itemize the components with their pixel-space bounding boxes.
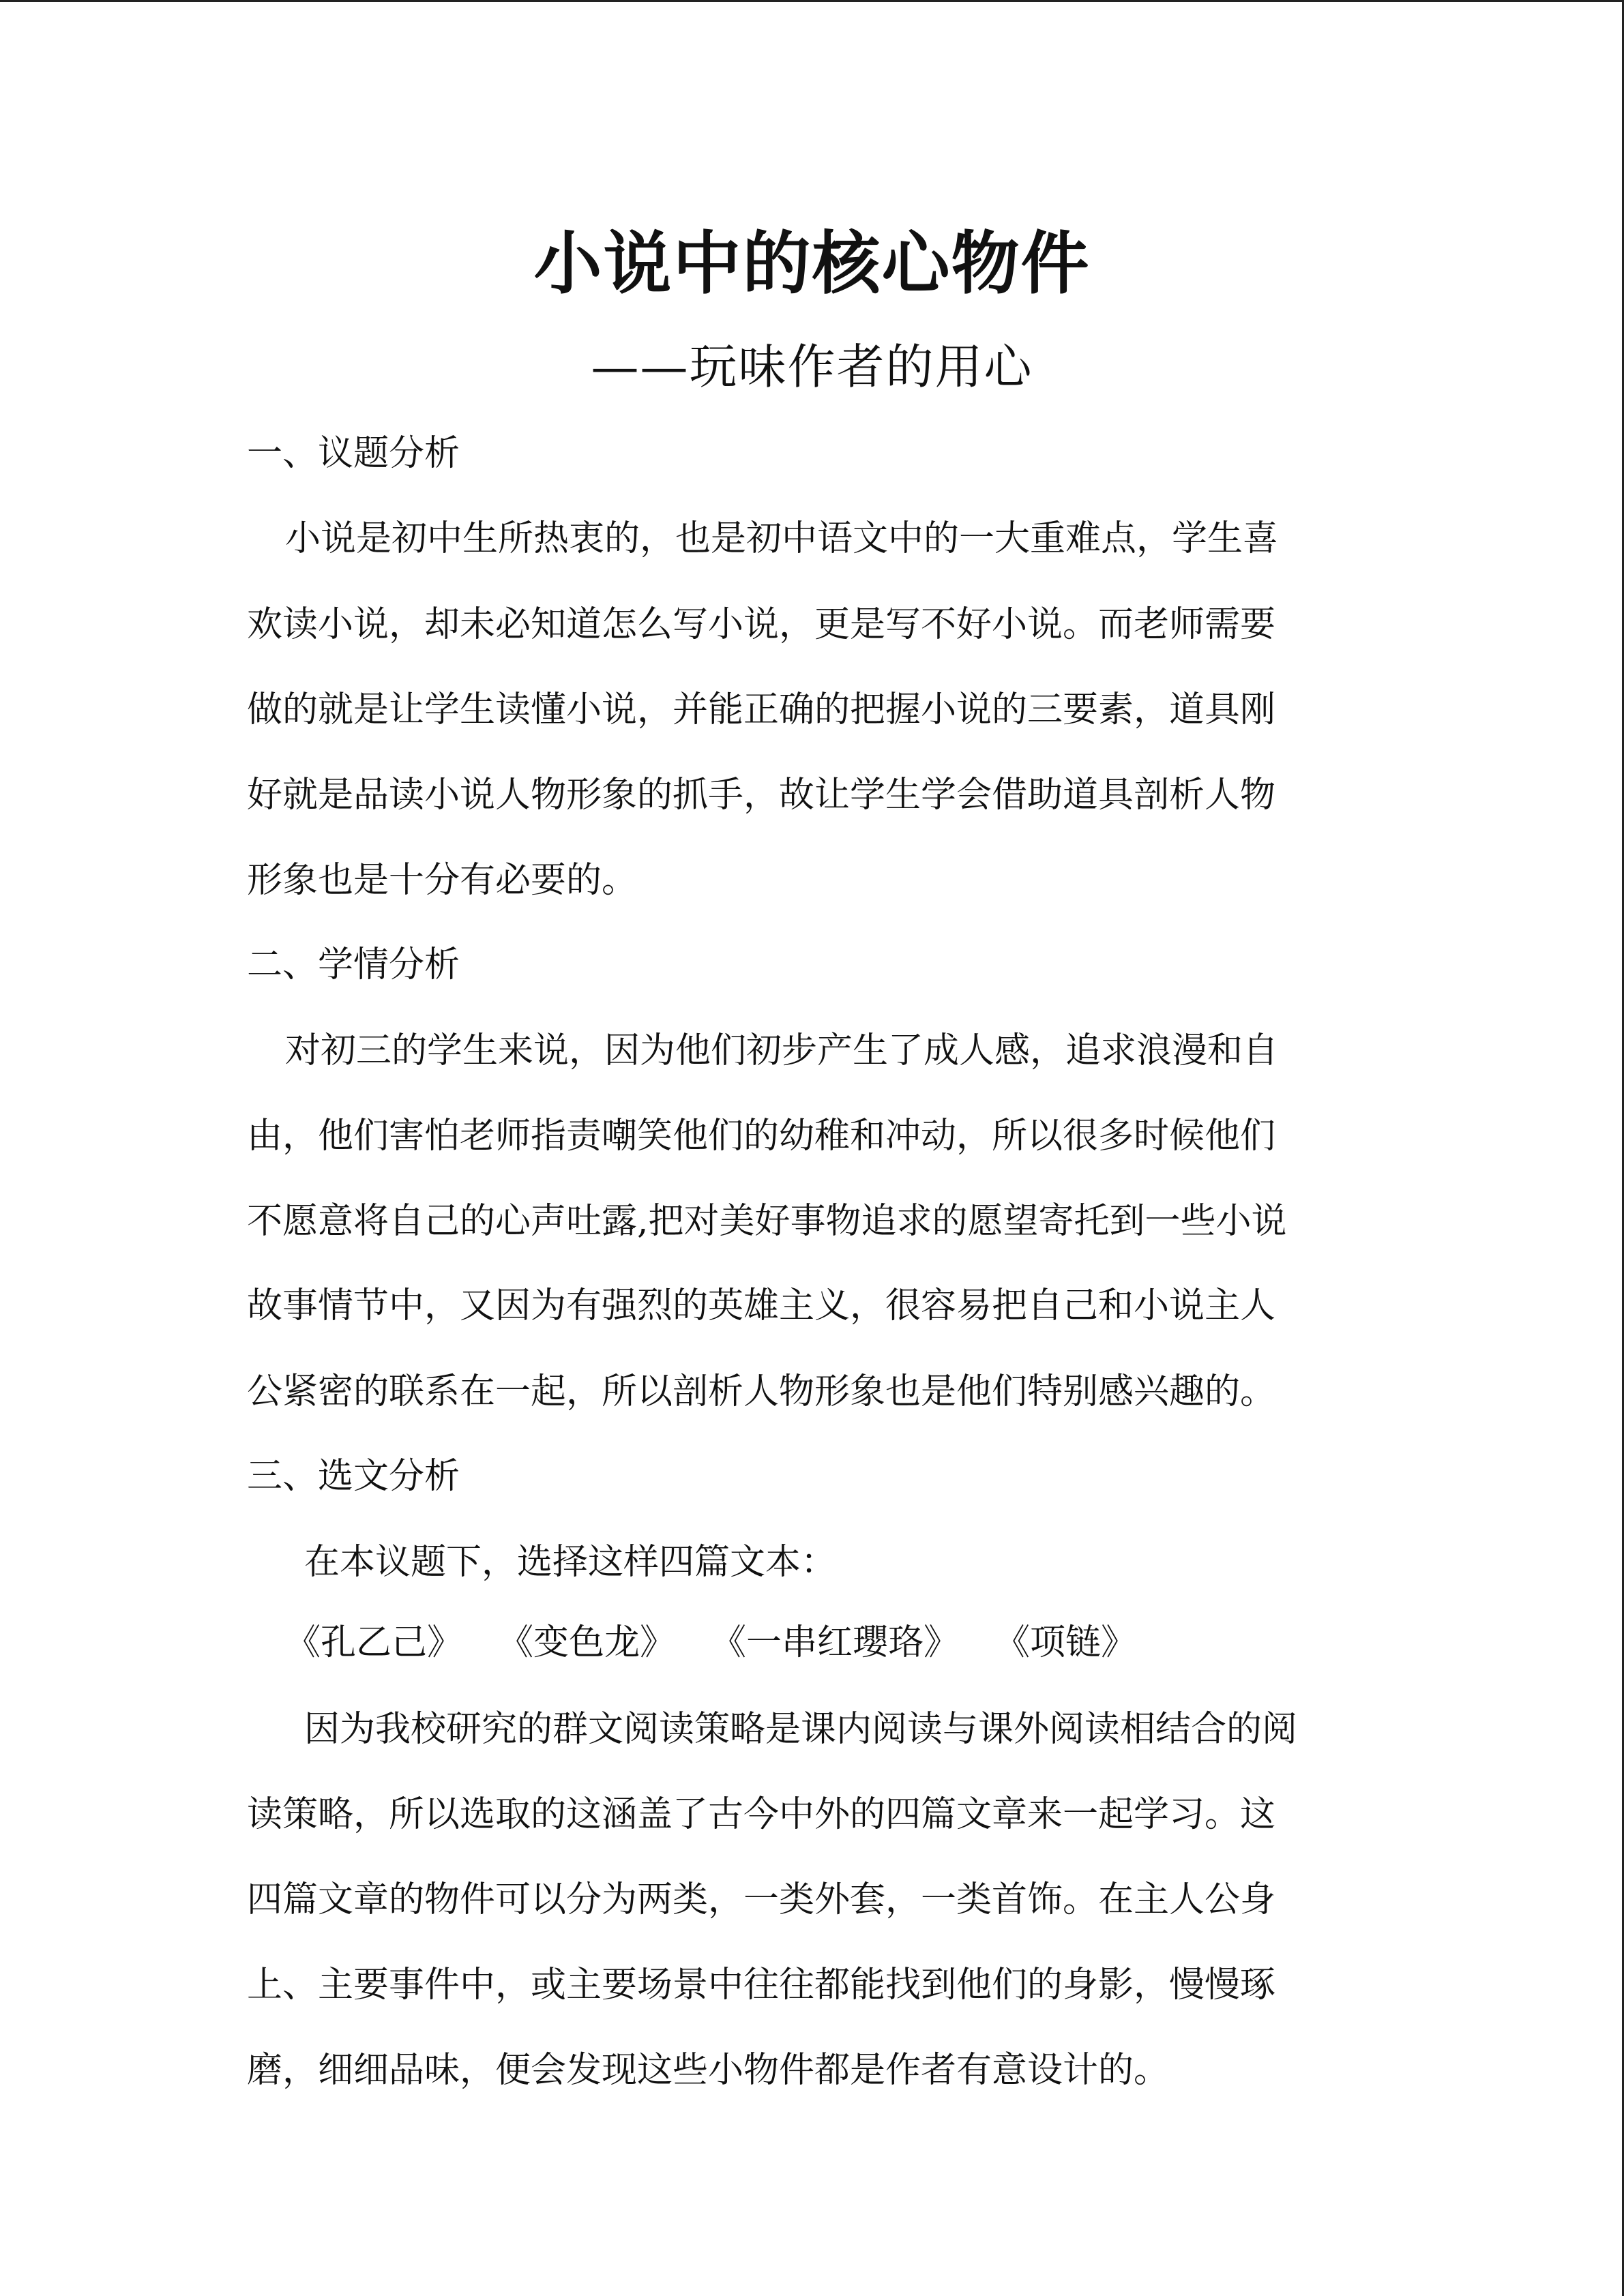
section-heading-text-analysis: 三、选文分析	[247, 1456, 460, 1497]
paragraph-line: 不愿意将自己的心声吐露,把对美好事物追求的愿望寄托到一些小说	[247, 1201, 1287, 1242]
paragraph-line: 欢读小说，却未必知道怎么写小说，更是写不好小说。而老师需要	[247, 604, 1276, 645]
paragraph-line: 公紧密的联系在一起，所以剖析人物形象也是他们特别感兴趣的。	[247, 1371, 1276, 1412]
document-title: 小说中的核心物件	[533, 223, 1091, 303]
paragraph-line: 好就是品读小说人物形象的抓手，故让学生学会借助道具剖析人物	[247, 775, 1276, 816]
paragraph-line: 因为我校研究的群文阅读策略是课内阅读与课外阅读相结合的阅	[304, 1709, 1298, 1750]
paragraph-line: 四篇文章的物件可以分为两类，一类外套，一类首饰。在主人公身	[247, 1879, 1276, 1920]
book-title: 《变色龙》	[498, 1622, 676, 1663]
book-title: 《一串红瓔珞》	[711, 1622, 960, 1663]
book-title: 《项链》	[994, 1622, 1137, 1663]
paragraph-line: 读策略，所以选取的这涵盖了古今中外的四篇文章来一起学习。这	[247, 1794, 1276, 1835]
intro-line: 在本议题下，选择这样四篇文本：	[304, 1542, 837, 1583]
paragraph-line: 磨，细细品味，便会发现这些小物件都是作者有意设计的。	[247, 2050, 1170, 2091]
paragraph-line: 小说是初中生所热衷的，也是初中语文中的一大重难点，学生喜	[285, 518, 1279, 559]
paragraph-line: 形象也是十分有必要的。	[247, 860, 638, 901]
paragraph-line: 故事情节中，又因为有强烈的英雄主义，很容易把自己和小说主人	[247, 1285, 1276, 1326]
document-subtitle: ——玩味作者的用心	[591, 339, 1033, 395]
book-list	[285, 1612, 1136, 1673]
section-heading-topic-analysis: 一、议题分析	[247, 433, 460, 474]
paragraph-line: 做的就是让学生读懂小说，并能正确的把握小说的三要素，道具刚	[247, 689, 1276, 730]
paragraph-line: 对初三的学生来说，因为他们初步产生了成人感，追求浪漫和自	[285, 1030, 1279, 1071]
section-heading-student-analysis: 二、学情分析	[247, 944, 460, 985]
paragraph-line: 上、主要事件中，或主要场景中往往都能找到他们的身影，慢慢琢	[247, 1965, 1276, 2006]
paragraph-line: 由，他们害怕老师指责嘲笑他们的幼稚和冲动，所以很多时候他们	[247, 1116, 1276, 1157]
book-title: 《孔乙己》	[285, 1622, 463, 1663]
